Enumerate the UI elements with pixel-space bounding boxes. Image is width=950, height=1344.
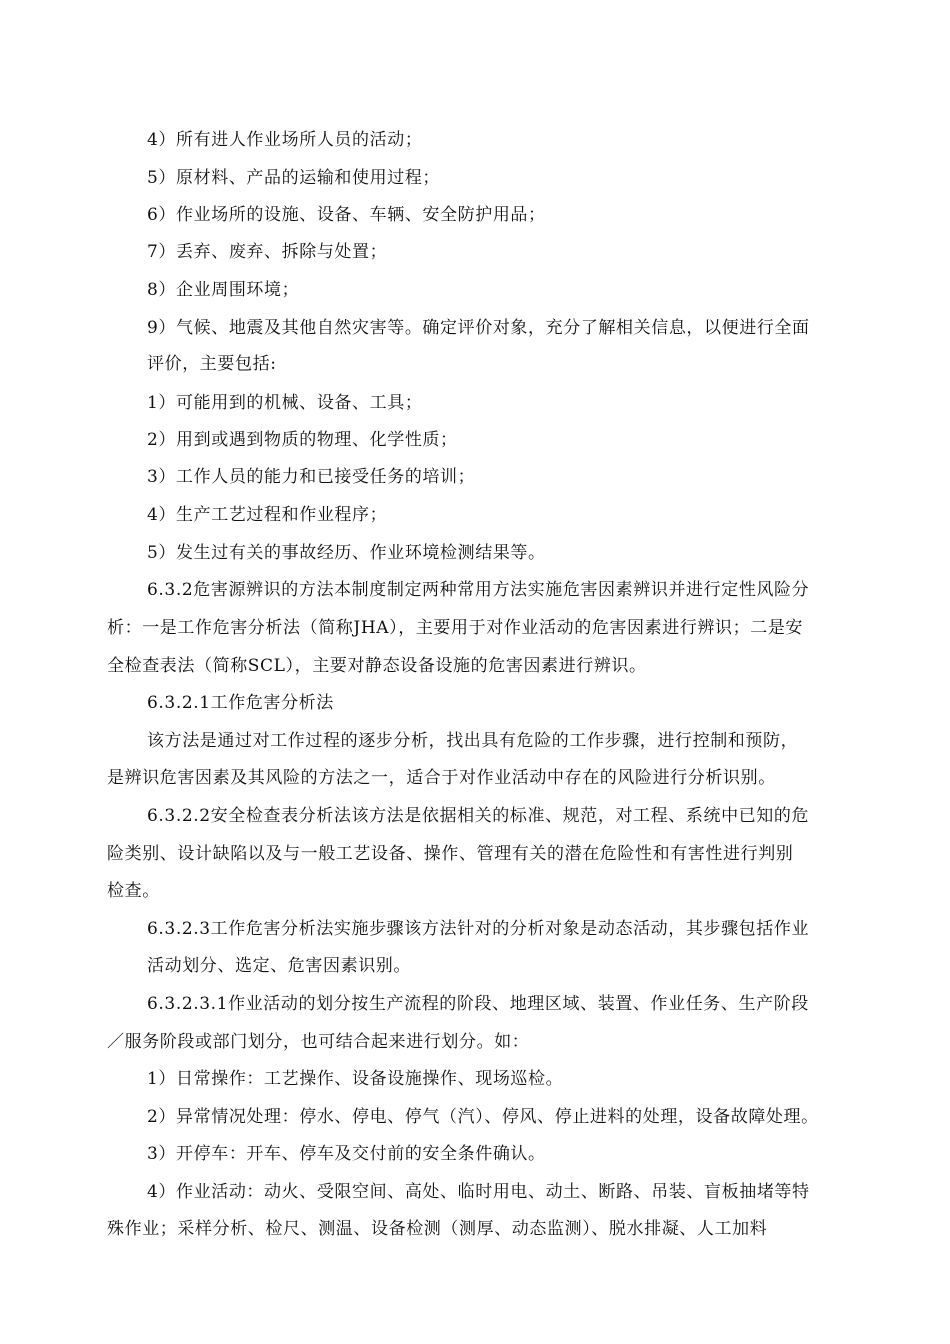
list-item: 1）日常操作：工艺操作、设备设施操作、现场巡检。 <box>147 1069 564 1089</box>
paragraph-line: 评价，主要包括: <box>147 354 277 374</box>
paragraph-line: 活动划分、选定、危害因素识别。 <box>147 956 411 976</box>
paragraph-line: 该方法是通过对工作过程的逐步分析，找出具有危险的工作步骤，进行控制和预防， <box>147 731 799 751</box>
paragraph-line: 是辨识危害因素及其风险的方法之一，适合于对作业活动中存在的风险进行分析识别。 <box>107 768 776 788</box>
section-heading: 6.3.2.3.1作业活动的划分按生产流程的阶段、地理区域、装置、作业任务、生产阶段 <box>147 994 809 1014</box>
list-item: 1）可能用到的机械、设备、工具； <box>147 393 423 413</box>
list-item: 5）发生过有关的事故经历、作业环境检测结果等。 <box>147 543 546 563</box>
list-item: 8）企业周围环境； <box>147 280 300 300</box>
paragraph-line: 殊作业；采样分析、检尺、测温、设备检测（测厚、动态监测）、脱水排凝、人工加料 <box>107 1219 768 1239</box>
list-item: 4）所有进人作业场所人员的活动； <box>147 130 423 150</box>
paragraph-line: 全检查表法（简称SCL），主要对静态设备设施的危害因素进行辨识。 <box>107 656 647 676</box>
list-item: 3）开停车：开车、停车及交付前的安全条件确认。 <box>147 1144 546 1164</box>
list-item: 9）气候、地震及其他自然灾害等。确定评价对象，充分了解相关信息，以便进行全面 <box>147 318 810 338</box>
paragraph-line: 析：一是工作危害分析法（简称JHA），主要用于对作业活动的危害因素进行辨识；二是安 <box>107 618 804 638</box>
paragraph-line: ／服务阶段或部门划分，也可结合起来进行划分。如： <box>107 1032 530 1052</box>
list-item: 2）用到或遇到物质的物理、化学性质； <box>147 430 458 450</box>
list-item: 2）异常情况处理：停水、停电、停气（汽）、停风、停止进料的处理，设备故障处理。 <box>147 1107 819 1127</box>
list-item: 6）作业场所的设施、设备、车辆、安全防护用品； <box>147 205 546 225</box>
paragraph-line: 险类别、设计缺陷以及与一般工艺设备、操作、管理有关的潜在危险性和有害性进行判别 <box>107 844 794 864</box>
section-heading: 6.3.2.2安全检查表分析法该方法是依据相关的标准、规范，对工程、系统中已知的危 <box>147 806 810 826</box>
list-item: 3）工作人员的能力和已接受任务的培训； <box>147 467 476 487</box>
section-heading: 6.3.2.1工作危害分析法 <box>147 693 334 713</box>
section-heading: 6.3.2危害源辨识的方法本制度制定两种常用方法实施危害因素辨识并进行定性风险分 <box>147 580 810 600</box>
list-item: 5）原材料、产品的运输和使用过程； <box>147 168 441 188</box>
list-item: 4）生产工艺过程和作业程序； <box>147 505 388 525</box>
section-heading: 6.3.2.3工作危害分析法实施步骤该方法针对的分析对象是动态活动，其步骤包括作业 <box>147 919 810 939</box>
paragraph-line: 检查。 <box>107 881 160 901</box>
list-item: 7）丢弃、废弃、拆除与处置； <box>147 242 388 262</box>
list-item: 4）作业活动：动火、受限空间、高处、临时用电、动土、断路、吊装、盲板抽堵等特 <box>147 1182 810 1202</box>
